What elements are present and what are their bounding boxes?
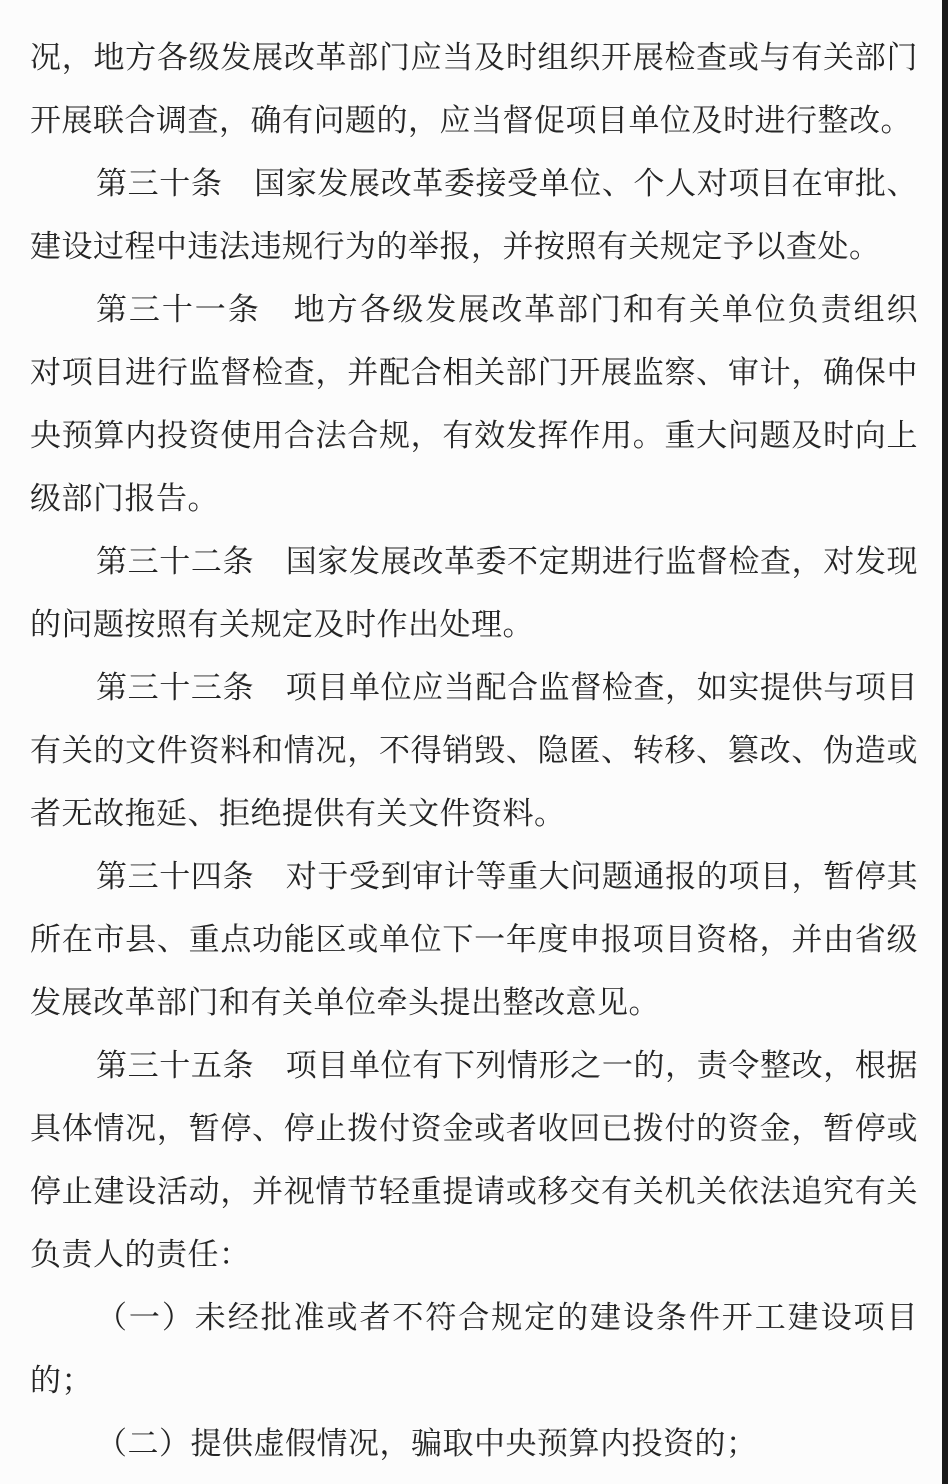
- document-line-article-35: 第三十五条 项目单位有下列情形之一的，责令整改，根据: [96, 1048, 918, 1083]
- document-body: [30, 26, 918, 1475]
- document-line: 对项目进行监督检查，并配合相关部门开展监察、审计，确保中: [30, 355, 918, 390]
- document-line-article-31: 第三十一条 地方各级发展改革部门和有关单位负责组织: [96, 292, 918, 327]
- document-line: 建设过程中违法违规行为的举报，并按照有关规定予以查处。: [30, 229, 881, 264]
- document-line: 况，地方各级发展改革部门应当及时组织开展检查或与有关部门: [30, 40, 918, 75]
- document-line: 具体情况，暂停、停止拨付资金或者收回已拨付的资金，暂停或: [30, 1111, 918, 1146]
- document-line-article-32: 第三十二条 国家发展改革委不定期进行监督检查，对发现: [96, 544, 918, 579]
- document-line-article-30: 第三十条 国家发展改革委接受单位、个人对项目在审批、: [96, 166, 918, 201]
- document-line: 级部门报告。: [30, 481, 219, 516]
- document-line: 停止建设活动，并视情节轻重提请或移交有关机关依法追究有关: [30, 1174, 918, 1209]
- document-line: 央预算内投资使用合法合规，有效发挥作用。重大问题及时向上: [30, 418, 918, 453]
- document-line-item-2: （二）提供虚假情况，骗取中央预算内投资的；: [96, 1426, 758, 1461]
- document-line: 所在市县、重点功能区或单位下一年度申报项目资格，并由省级: [30, 922, 918, 957]
- document-line: 有关的文件资料和情况，不得销毁、隐匿、转移、篡改、伪造或: [30, 733, 918, 768]
- document-line-article-34: 第三十四条 对于受到审计等重大问题通报的项目，暂停其: [96, 859, 918, 894]
- document-line: 的问题按照有关规定及时作出处理。: [30, 607, 534, 642]
- document-line-item-1: （一）未经批准或者不符合规定的建设条件开工建设项目: [96, 1300, 918, 1335]
- document-line: 者无故拖延、拒绝提供有关文件资料。: [30, 796, 566, 831]
- document-line: 的；: [30, 1363, 93, 1398]
- document-line: 负责人的责任：: [30, 1237, 251, 1272]
- scan-page-edge: [942, 0, 948, 1484]
- document-line-article-33: 第三十三条 项目单位应当配合监督检查，如实提供与项目: [96, 670, 918, 705]
- document-line: 发展改革部门和有关单位牵头提出整改意见。: [30, 985, 660, 1020]
- document-line: 开展联合调查，确有问题的，应当督促项目单位及时进行整改。: [30, 103, 912, 138]
